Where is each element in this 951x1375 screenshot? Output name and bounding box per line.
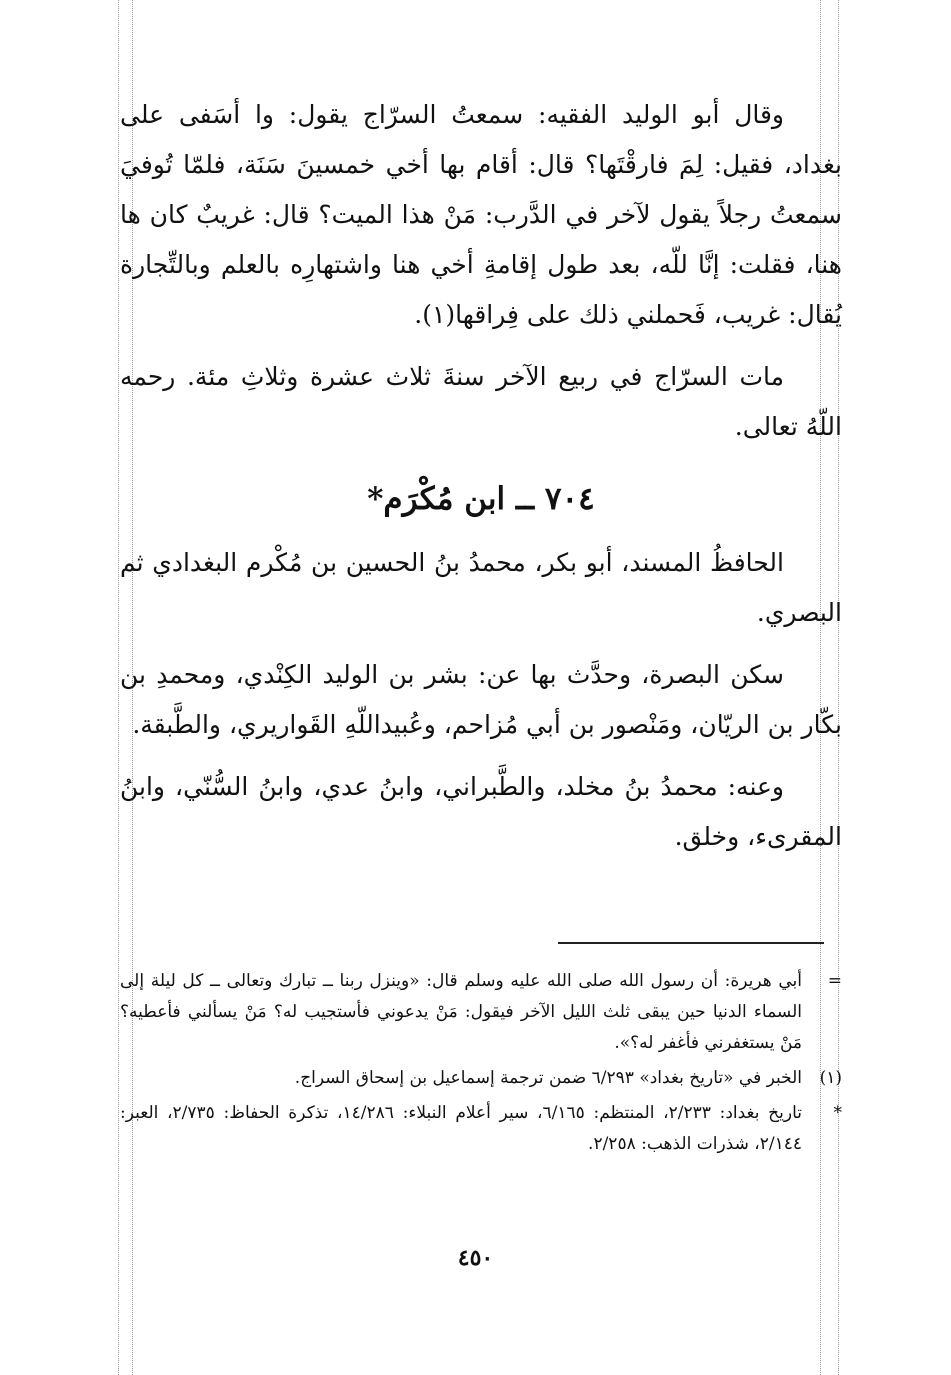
footnote <box>120 1063 842 1094</box>
paragraph: مات السرّاج في ربيع الآخر سنةَ ثلاث عشرة وثلاثِ مئة. رحمه اللّهُ تعالى. <box>120 362 842 441</box>
entry-heading: ٧٠٤ ــ ابن مُكْرَم* <box>367 481 595 517</box>
page-body <box>120 90 842 874</box>
paragraph: وقال أبو الوليد الفقيه: سمعتُ السرّاج يقول: وا أسَفى على بغداد، فقيل: لِمَ فارقْتَها؟ قال: أقام بها أخي خمسينَ سَنَة، فلمّا تُوفيَ سمعتُ رجلاً يقول لآخر في الدَّرب: مَنْ هذا الميت؟ قال: غريبٌ كان ها هنا، فقلت: إنَّا للّه، بعد طول إقامةِ أخي هنا واشتهارِه بالعلم وبالتِّجارة يُقال: غريب، فَحملني ذلك على فِراقها(١). <box>120 100 842 329</box>
footnote <box>120 966 842 1059</box>
footnote-mark: (١) <box>819 1068 842 1088</box>
paragraph: الحافظُ المسند، أبو بكر، محمدُ بنُ الحسين بن مُكْرم البغدادي ثم البصري. <box>120 548 842 627</box>
footnote-mark: * <box>833 1103 842 1123</box>
footnote <box>120 1098 842 1160</box>
footnote-text: أبي هريرة: أن رسول الله صلى الله عليه وسلم قال: «وينزل ربنا ــ تبارك وتعالى ــ كل ليلة إلى السماء الدنيا حين يبقى ثلث الليل الآخر فيقول: مَنْ يدعوني فأستجيب له؟ مَنْ يسألني فأعطيه؟ مَنْ يستغفرني فأغفر له؟». <box>120 971 802 1053</box>
footnotes <box>120 966 842 1164</box>
footnote-text: الخبر في «تاريخ بغداد» ٦/٢٩٣ ضمن ترجمة إسماعيل بن إسحاق السراج. <box>294 1068 802 1088</box>
footnote-separator <box>558 942 824 944</box>
margin-guide-left <box>118 0 119 1375</box>
footnote-mark: = <box>827 971 842 991</box>
paragraph: سكن البصرة، وحدَّث بها عن: بشر بن الوليد الكِنْدي، ومحمدِ بن بكّار بن الريّان، ومَنْصور بن أبي مُزاحم، وعُبيداللّهِ القَواريري، والطَّبقة. <box>120 660 842 739</box>
paragraph: وعنه: محمدُ بنُ مخلد، والطَّبراني، وابنُ عدي، وابنُ السُّنّي، وابنُ المقرىء، وخلق. <box>120 772 842 851</box>
footnote-text: تاريخ بغداد: ٢/٢٣٣، المنتظم: ٦/١٦٥، سير أعلام النبلاء: ١٤/٢٨٦، تذكرة الحفاظ: ٢/٧٣٥، العبر: ٢/١٤٤، شذرات الذهب: ٢/٢٥٨. <box>120 1103 802 1154</box>
page-number: ٤٥٠ <box>457 1245 494 1271</box>
